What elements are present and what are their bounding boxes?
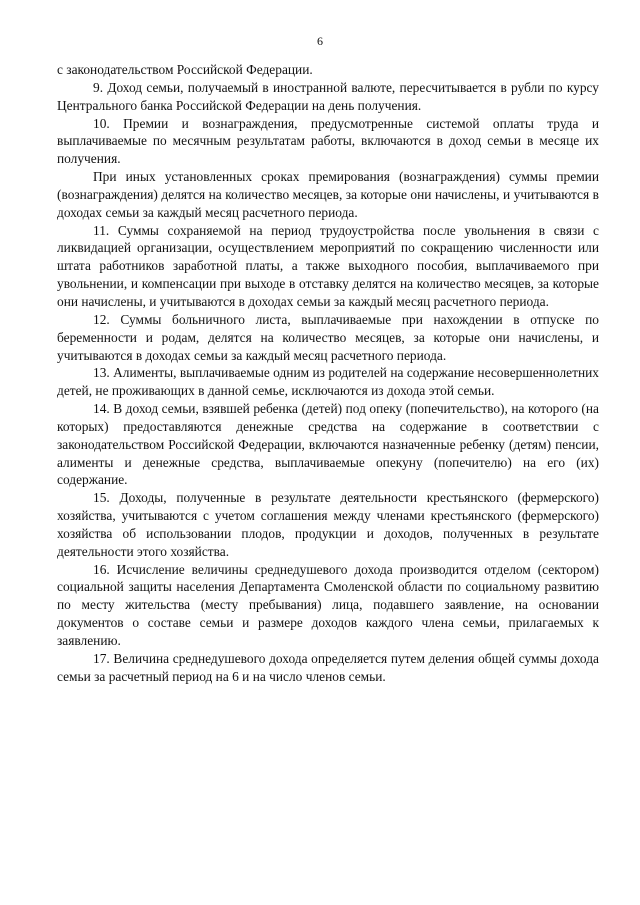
paragraph-12: 12. Суммы больничного листа, выплачиваемые при нахождении в отпуске по беременности и родам, делятся на количество месяцев, за которые они начислены, и учитываются в доходах семьи за каждый месяц расчетного периода. [57,311,599,363]
paragraph-16: 16. Исчисление величины среднедушевого дохода производится отделом (сектором) социальной защиты населения Департамента Смоленской области по социальному развитию по месту жительства (месту пребывания) лица, подавшего заявление, на основании документов о составе семьи и размере доходов каждого члена семьи, прилагаемых к заявлению. [57,561,599,648]
paragraph-14: 14. В доход семьи, взявшей ребенка (детей) под опеку (попечительство), на которого (на которых) предоставляются денежные средства на содержание в соответствии с законодательством Российской Федерации, включаются назначенные ребенку (детям) пенсии, алименты и денежные средства, выплачиваемые опекуну (попечителю) на его (их) содержание. [57,401,599,488]
document-body [57,61,599,686]
paragraph-13: 13. Алименты, выплачиваемые одним из родителей на содержание несовершеннолетних детей, не проживающих в данной семье, исключаются из дохода этой семьи. [57,365,599,399]
paragraph-10-continuation: При иных установленных сроках премирования (вознаграждения) суммы премии (вознаграждения) делятся на количество месяцев, за которые они начислены, и учитываются в доходах семьи за каждый месяц расчетного периода. [57,169,599,220]
paragraph-11: 11. Суммы сохраняемой на период трудоустройства после увольнения в связи с ликвидацией организации, осуществлением мероприятий по сокращению численности или штата работников заработной платы, а также выходного пособия, выплачиваемого при увольнении, и компенсации при выходе в отставку делятся на количество месяцев, за которые они начислены, и учитываются в доходах семьи за каждый месяц расчетного периода. [57,222,599,309]
paragraph-17: 17. Величина среднедушевого дохода определяется путем деления общей суммы дохода семьи за расчетный период на 6 и на число членов семьи. [57,650,599,684]
paragraph-9: 9. Доход семьи, получаемый в иностранной валюте, пересчитывается в рубли по курсу Центрального банка Российской Федерации на день получения. [57,79,599,113]
page-number: 6 [317,34,323,48]
paragraph-10: 10. Премии и вознаграждения, предусмотренные системой оплаты труда и выплачиваемые по месячным результатам работы, включаются в доход семьи в месяце их получения. [57,115,599,167]
paragraph-15: 15. Доходы, полученные в результате деятельности крестьянского (фермерского) хозяйства, учитываются с учетом соглашения между членами крестьянского (фермерского) хозяйства об использовании плодов, продукции и доходов, полученных в результате деятельности этого хозяйства. [57,490,599,559]
paragraph-continuation: с законодательством Российской Федерации. [57,62,313,77]
